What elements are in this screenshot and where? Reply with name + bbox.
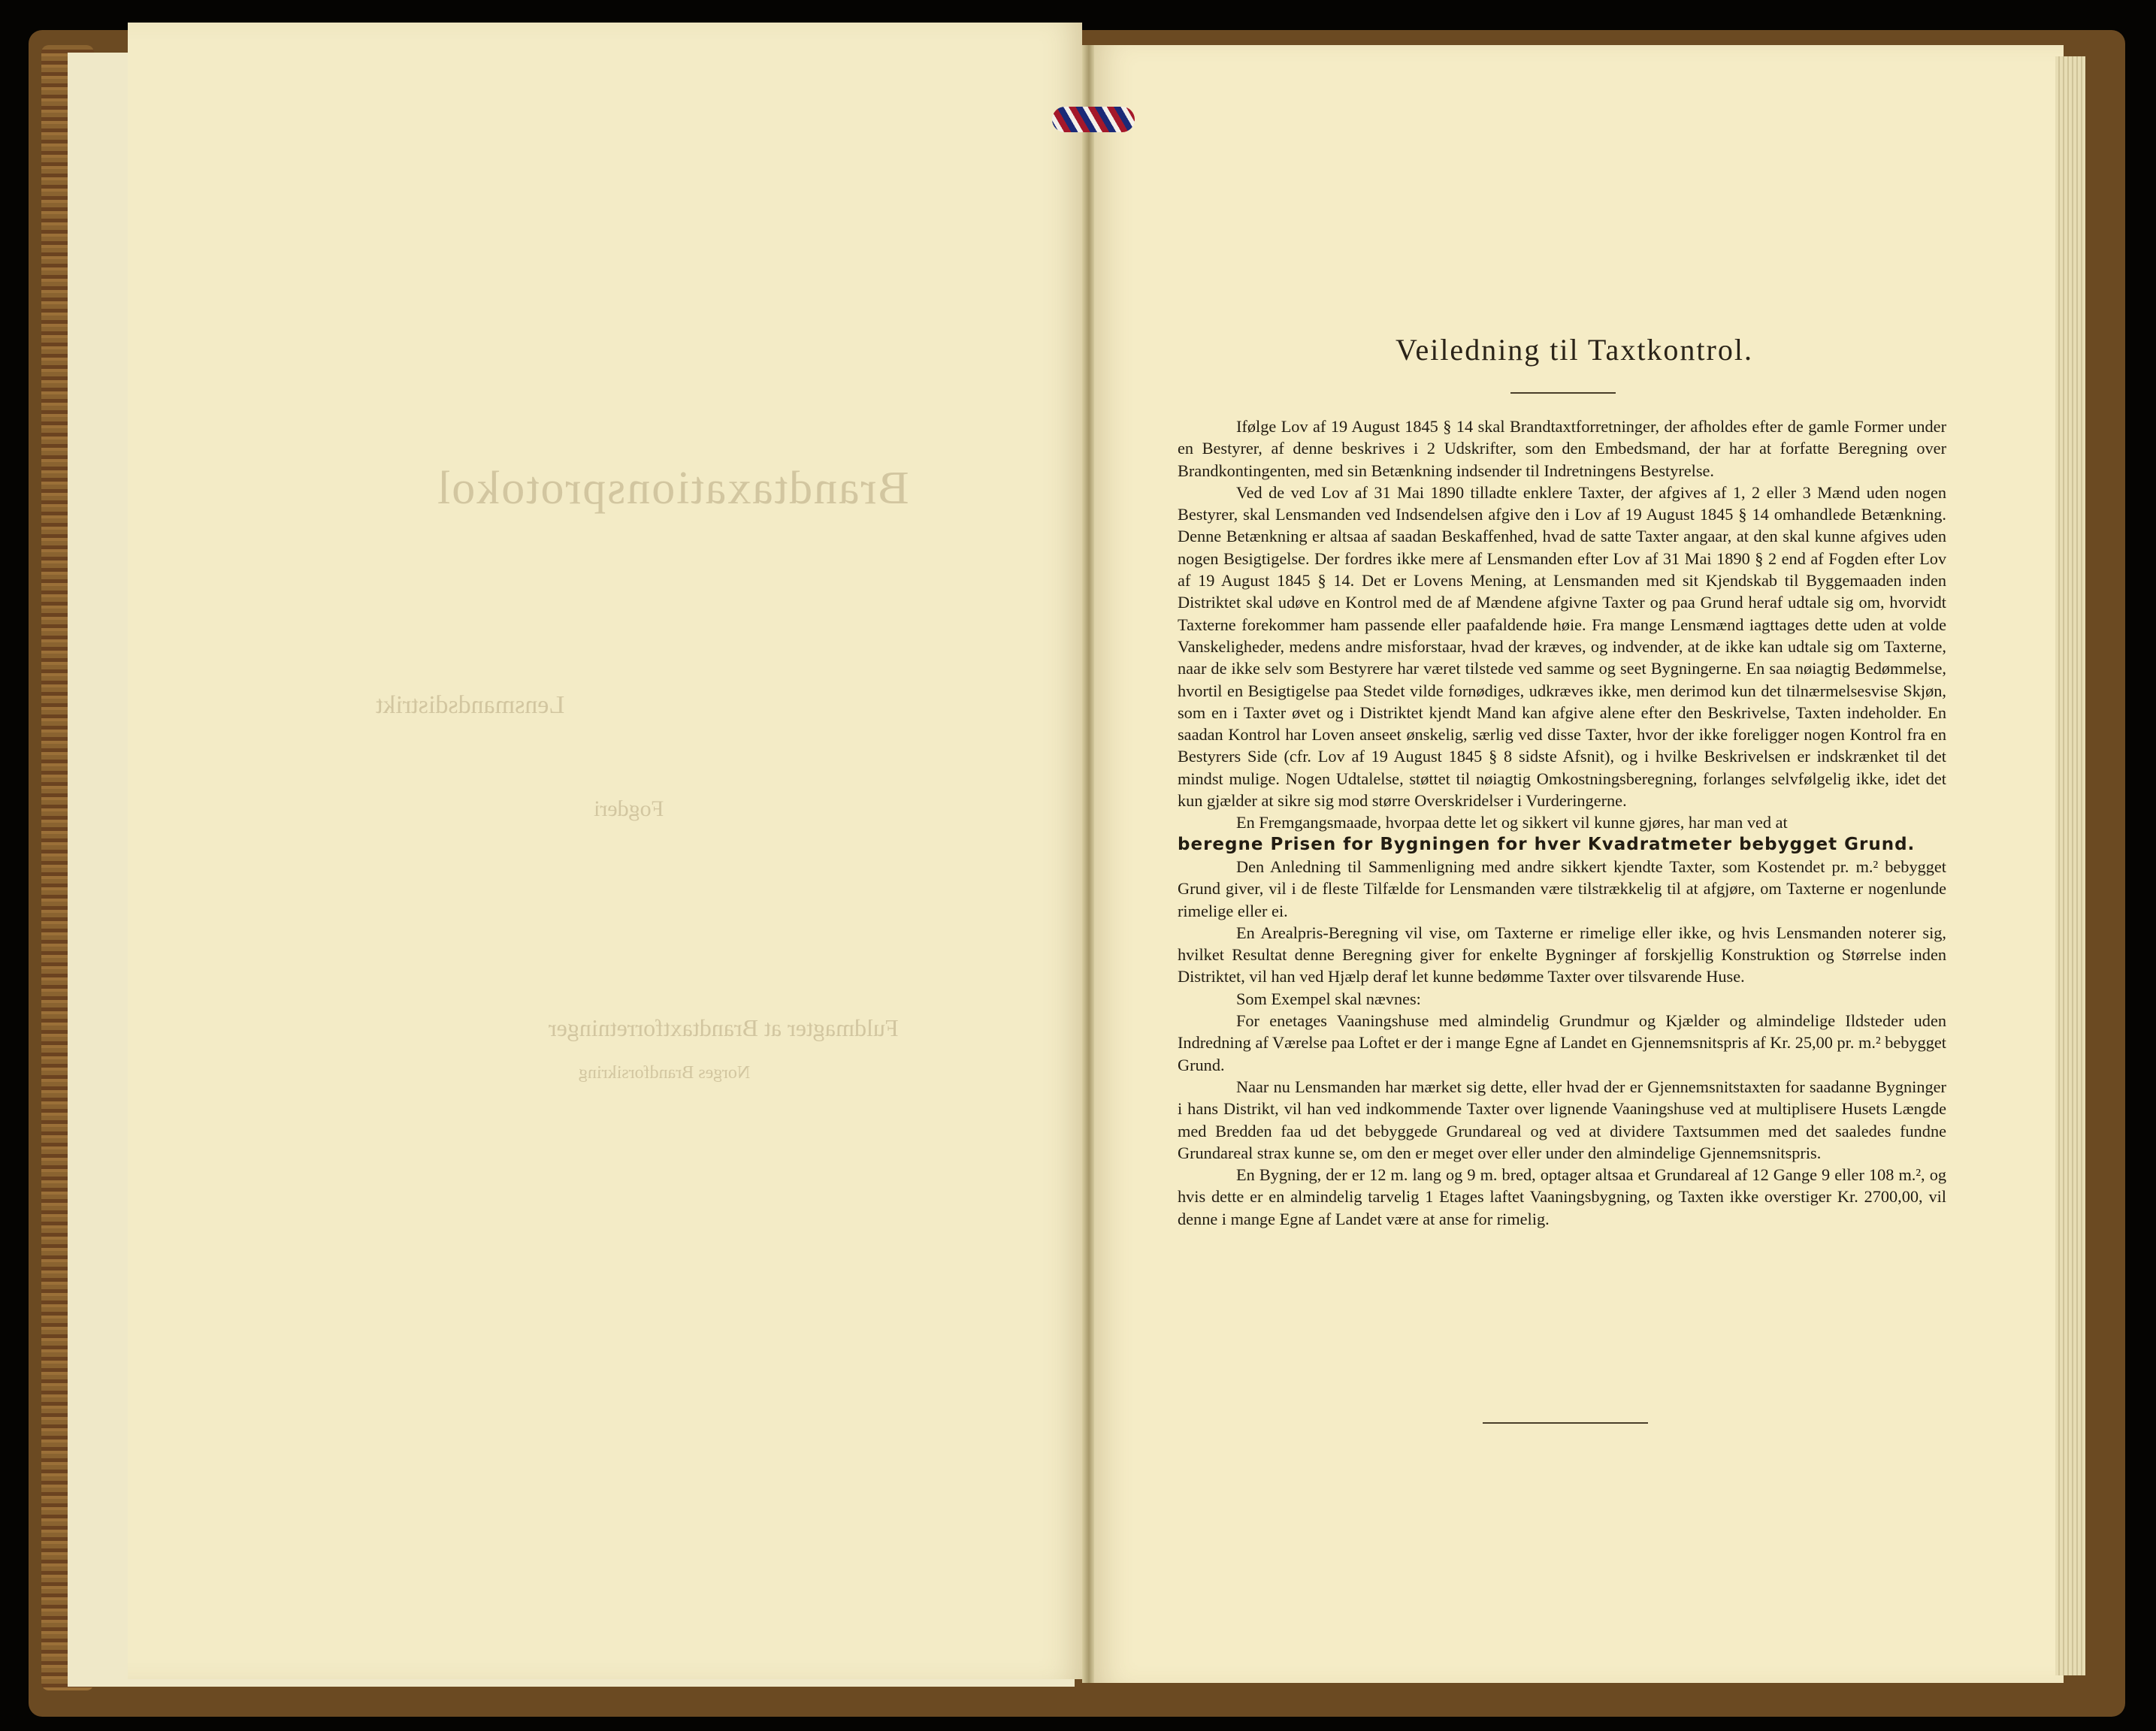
instruction-text: [1178, 415, 1946, 1230]
paragraph: Ved de ved Lov af 31 Mai 1890 tilladte enklere Taxter, der afgives af 1, 2 eller 3 Mænd uden nogen Bestyrer, skal Lensmanden ved Indsendelsen afgive den i Lov af 19 August 1845 § 14 omhandlede Betænkning. Denne Betænkning er altsaa af saadan Beskaffenhed, hvad de satte Taxter angaar, at den skal kunne afgives uden nogen Besigtigelse. Der fordres ikke mere af Lensmanden efter Lov af 31 Mai 1890 § 2 end af Fogden efter Lov af 19 August 1845 § 14. Det er Lovens Mening, at Lensmanden med sit Kjendskab til Byggemaaden inden Distriktet skal udøve en Kontrol med de af Mændene afgivne Taxter og paa Grund heraf udtale sig om, hvorvidt Taxterne forekommer ham passende eller paafaldende høie. Fra mange Lensmænd iagttages dette uden at volde Vanskeligheder, medens andre misforstaar, hvad der kræves, og indvender, at de ikke kan udtale sig om Taxterne, naar de ikke selv som Bestyrere har været tilstede ved samme og seet Bygningerne. En saa nøiagtig Bedømmelse, hvortil en Besigtigelse paa Stedet vilde fornødiges, udkræves ikke, men derimod kun det tilnærmelsesvise Skjøn, som en i Taxter øvet og i Distriktet kjendt Mand kan afgive alene efter den Beskrivelse, Taxten indeholder. En saadan Kontrol har Loven anseet ønskelig, særlig ved disse Taxter, hvor der ikke foreligger nogen Kontrol fra en Bestyrers Side (cfr. Lov af 19 August 1845 § 8 sidste Afsnit), og i hvilke Beskrivelsen er indskrænket til det mindst mulige. Nogen Udtalelse, støttet til nøiagtig Omkostningsberegning, forlanges selvfølgelig ikke, idet det kun gjælder at sikre sig mod større Overskridelser i Vurderingerne.: [1178, 482, 1946, 811]
page-title: Veiledning til Taxtkontrol.: [1396, 333, 1753, 367]
paragraph: Naar nu Lensmanden har mærket sig dette, eller hvad der er Gjennemsnitstaxten for saadanne Bygninger i hans Distrikt, vil han ved indkommende Taxter over lignende Vaaningshuse ved at multiplisere Husets Længde med Bredden faa ud det bebyggede Grundareal og ved at dividere Taxtsummen med det saaledes fundne Grundareal strax kunne se, om den er meget over eller under den almindelige Gjennemsnitspris.: [1178, 1077, 1946, 1162]
paragraph: Ifølge Lov af 19 August 1845 § 14 skal Brandtaxtforretninger, der afholdes efter de gamle Former under en Bestyrer, af denne beskrives i 2 Udskrifter, som den Embedsmand, der har at forfatte Beregning over Brandkontingenten, med sin Betænkning indsender til Indretningens Bestyrelse.: [1178, 417, 1946, 480]
right-page-stack: [2055, 56, 2085, 1675]
show-through-title: Brandtaxationsprotokol: [436, 463, 909, 514]
left-page: [128, 23, 1082, 1679]
bold-emphasis: beregne Prisen for Bygningen for hver Kvadratmeter bebygget Grund.: [1178, 834, 1916, 854]
paragraph: Som Exempel skal nævnes:: [1236, 989, 1421, 1008]
end-rule: [1483, 1422, 1648, 1424]
show-through-line-3: Fuldmagter at Brandtaxtforretninger: [549, 1014, 899, 1041]
paragraph: En Bygning, der er 12 m. lang og 9 m. bred, optager altsaa et Grundareal af 12 Gange 9 eller 108 m.², og hvis dette er en almindelig tarvelig 1 Etages laftet Vaaningsbygning, og Taxten ikke overstiger Kr. 2700,00, vil denne i mange Egne af Landet være at anse for rimelig.: [1178, 1165, 1946, 1228]
paragraph: Den Anledning til Sammenligning med andre sikkert kjendte Taxter, som Kostendet pr. m.² bebygget Grund giver, vil i de fleste Tilfælde for Lensmanden være tilstrækkelig til at afgjøre, om Taxterne er nogenlunde rimelige eller ei.: [1178, 856, 1946, 920]
paragraph: En Fremgangsmaade, hvorpaa dette let og sikkert vil kunne gjøres, har man ved at: [1236, 813, 1788, 832]
binding-thread: [1052, 107, 1135, 132]
show-through-line-1: Lensmandsdistrikt: [376, 691, 565, 719]
paragraph: For enetages Vaaningshuse med almindelig Grundmur og Kjælder og almindelige Ildsteder uden Indredning af Værelse paa Loftet er der i mange Egne af Landet en Gjennemsnitspris af Kr. 25,00 pr. m.² bebygget Grund.: [1178, 1011, 1946, 1074]
paragraph: En Arealpris-Beregning vil vise, om Taxterne er rimelige eller ikke, og hvis Lensmanden noterer sig, hvilket Resultat denne Beregning giver for enkelte Bygninger af forskjellig Konstruktion og Størrelse inden Distriktet, vil han ved Hjælp deraf let kunne bedømme Taxter over tilsvarende Huse.: [1178, 923, 1946, 986]
show-through-line-4: Norges Brandforsikring: [579, 1063, 751, 1083]
show-through-line-2: Fogderi: [594, 796, 664, 821]
title-rule: [1510, 392, 1616, 394]
